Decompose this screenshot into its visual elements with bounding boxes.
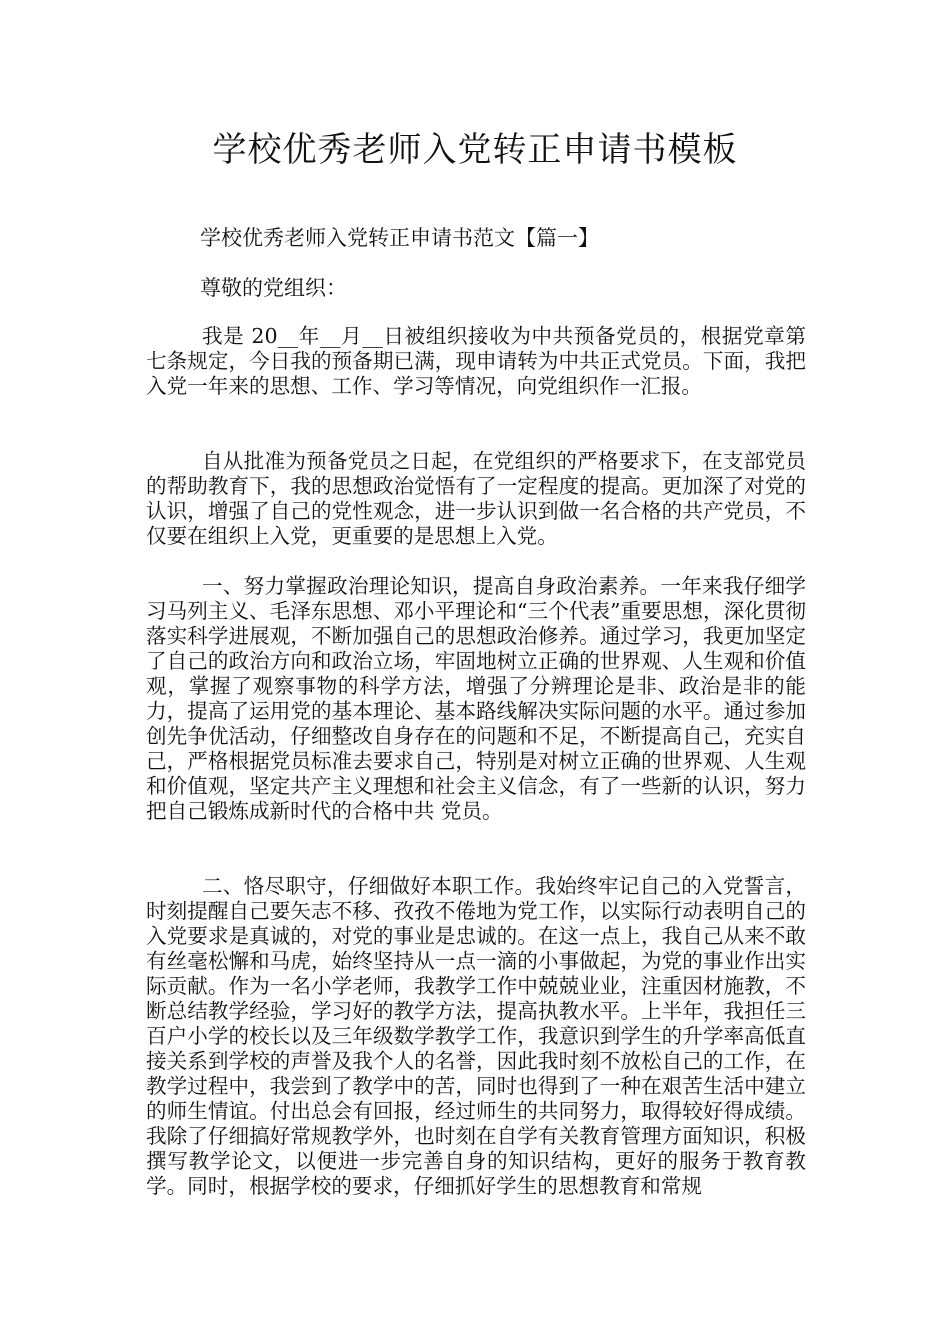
paragraph-intro: 我是 20__年__月__日被组织接收为中共预备党员的，根据党章第七条规定，今日我的预备期已满，现申请转为中共正式党员。下面，我把入党一年来的思想、工作、学习等情况，向党组织作一汇报。	[146, 324, 806, 398]
document-subheading: 学校优秀老师入党转正申请书范文【篇一】	[200, 226, 599, 250]
paragraph-overview: 自从批准为预备党员之日起，在党组织的严格要求下，在支部党员的帮助教育下，我的思想政治觉悟有了一定程度的提高。更加深了对党的认识，增强了自己的党性观念，进一步认识到做一名合格的共产党员，不仅要在组织上入党，更重要的是思想上入党。	[146, 449, 806, 548]
salutation: 尊敬的党组织：	[200, 276, 347, 300]
paragraph-work-duties: 二、恪尽职守，仔细做好本职工作。我始终牢记自己的入党誓言，时刻提醒自己要矢志不移、孜孜不倦地为党工作，以实际行动表明自己的入党要求是真诚的，对党的事业是忠诚的。在这一点上，我自己从来不敢有丝毫松懈和马虎，始终坚持从一点一滴的小事做起，为党的事业作出实际贡献。作为一名小学老师，我教学工作中兢兢业业，注重因材施教，不断总结教学经验，学习好的教学方法，提高执教水平。上半年，我担任三百户小学的校长以及三年级数学教学工作，我意识到学生的升学率高低直接关系到学校的声誉及我个人的名誉，因此我时刻不放松自己的工作，在教学过程中，我尝到了教学中的苦，同时也得到了一种在艰苦生活中建立的师生情谊。付出总会有回报，经过师生的共同努力，取得较好得成绩。我除了仔细搞好常规教学外，也时刻在自学有关教育管理方面知识，积极撰写教学论文，以便进一步完善自身的知识结构，更好的服务于教育教学。同时，根据学校的要求，仔细抓好学生的思想教育和常规	[146, 874, 806, 1198]
document-title: 学校优秀老师入党转正申请书模板	[212, 130, 738, 170]
paragraph-political-theory: 一、努力掌握政治理论知识，提高自身政治素养。一年来我仔细学习马列主义、毛泽东思想、邓小平理论和“三个代表”重要思想，深化贯彻落实科学进展观，不断加强自己的思想政治修养。通过学习，我更加坚定了自己的政治方向和政治立场，牢固地树立正确的世界观、人生观和价值观，掌握了观察事物的科学方法，增强了分辨理论是非、政治是非的能力，提高了运用党的基本理论、基本路线解决实际问题的水平。通过参加创先争优活动，仔细整改自身存在的问题和不足，不断提高自己，充实自己，严格根据党员标准去要求自己，特别是对树立正确的世界观、人生观和价值观，坚定共产主义理想和社会主义信念，有了一些新的认识，努力把自己锻炼成新时代的合格中共 党员。	[146, 574, 806, 823]
